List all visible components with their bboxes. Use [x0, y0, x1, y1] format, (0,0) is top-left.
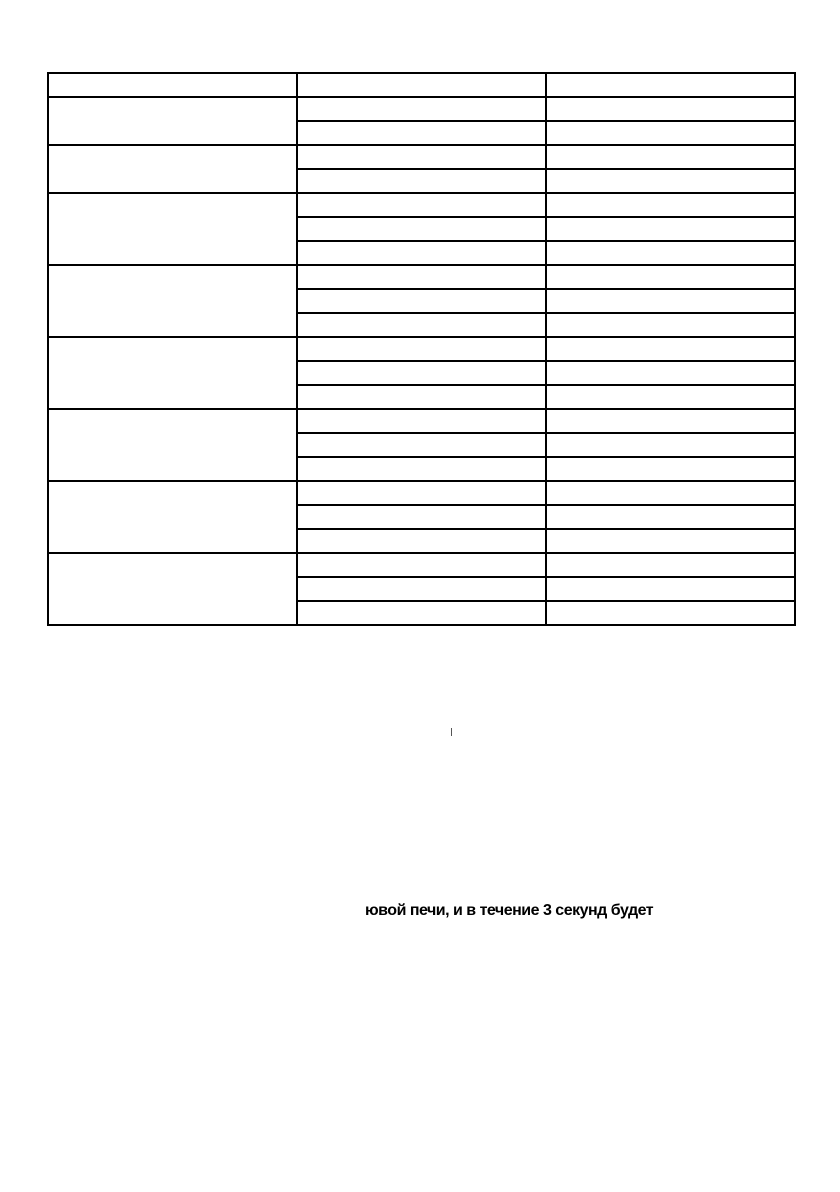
table-cell	[546, 505, 795, 529]
table-cell	[297, 337, 546, 361]
table-cell	[297, 97, 546, 121]
table-cell	[297, 457, 546, 481]
table-cell	[546, 385, 795, 409]
group-label-cell	[48, 97, 297, 145]
table-cell	[297, 577, 546, 601]
table-cell	[546, 409, 795, 433]
table-header-row	[48, 73, 795, 97]
table-cell	[546, 337, 795, 361]
table-cell	[546, 313, 795, 337]
table-cell	[546, 433, 795, 457]
table-header-cell	[546, 73, 795, 97]
table-cell	[546, 241, 795, 265]
table-cell	[297, 553, 546, 577]
table-cell	[546, 217, 795, 241]
table-cell	[297, 601, 546, 625]
group-label-cell	[48, 481, 297, 553]
table-row	[48, 145, 795, 169]
table-cell	[297, 361, 546, 385]
group-label-cell	[48, 409, 297, 481]
table-cell	[546, 457, 795, 481]
table-row	[48, 97, 795, 121]
table-cell	[297, 145, 546, 169]
table-cell	[546, 529, 795, 553]
group-label-cell	[48, 193, 297, 265]
table-row	[48, 265, 795, 289]
table-row	[48, 553, 795, 577]
table-cell	[297, 313, 546, 337]
table-header-cell	[297, 73, 546, 97]
group-label-cell	[48, 553, 297, 625]
table-cell	[297, 385, 546, 409]
table-cell	[546, 169, 795, 193]
table-cell	[297, 241, 546, 265]
table-cell	[546, 289, 795, 313]
table-cell	[546, 193, 795, 217]
table-row	[48, 193, 795, 217]
table-cell	[297, 289, 546, 313]
group-label-cell	[48, 337, 297, 409]
table-cell	[546, 121, 795, 145]
table-row	[48, 409, 795, 433]
table-cell	[297, 433, 546, 457]
table-cell	[546, 97, 795, 121]
table-cell	[297, 505, 546, 529]
group-label-cell	[48, 265, 297, 337]
table-cell	[297, 217, 546, 241]
table-header-cell	[48, 73, 297, 97]
table-cell	[297, 529, 546, 553]
table-cell	[546, 553, 795, 577]
table-cell	[297, 193, 546, 217]
table-cell	[297, 409, 546, 433]
table-cell	[297, 121, 546, 145]
table-cell	[546, 577, 795, 601]
body-text-line: ювой печи, и в течение 3 секунд будет	[365, 902, 654, 919]
table-cell	[297, 169, 546, 193]
table-cell	[546, 481, 795, 505]
print-artifact	[451, 728, 452, 736]
spec-table	[47, 72, 796, 626]
table-cell	[546, 601, 795, 625]
table-cell	[297, 265, 546, 289]
table-cell	[546, 145, 795, 169]
table-cell	[297, 481, 546, 505]
table-row	[48, 481, 795, 505]
group-label-cell	[48, 145, 297, 193]
table-cell	[546, 265, 795, 289]
table-cell	[546, 361, 795, 385]
table-row	[48, 337, 795, 361]
